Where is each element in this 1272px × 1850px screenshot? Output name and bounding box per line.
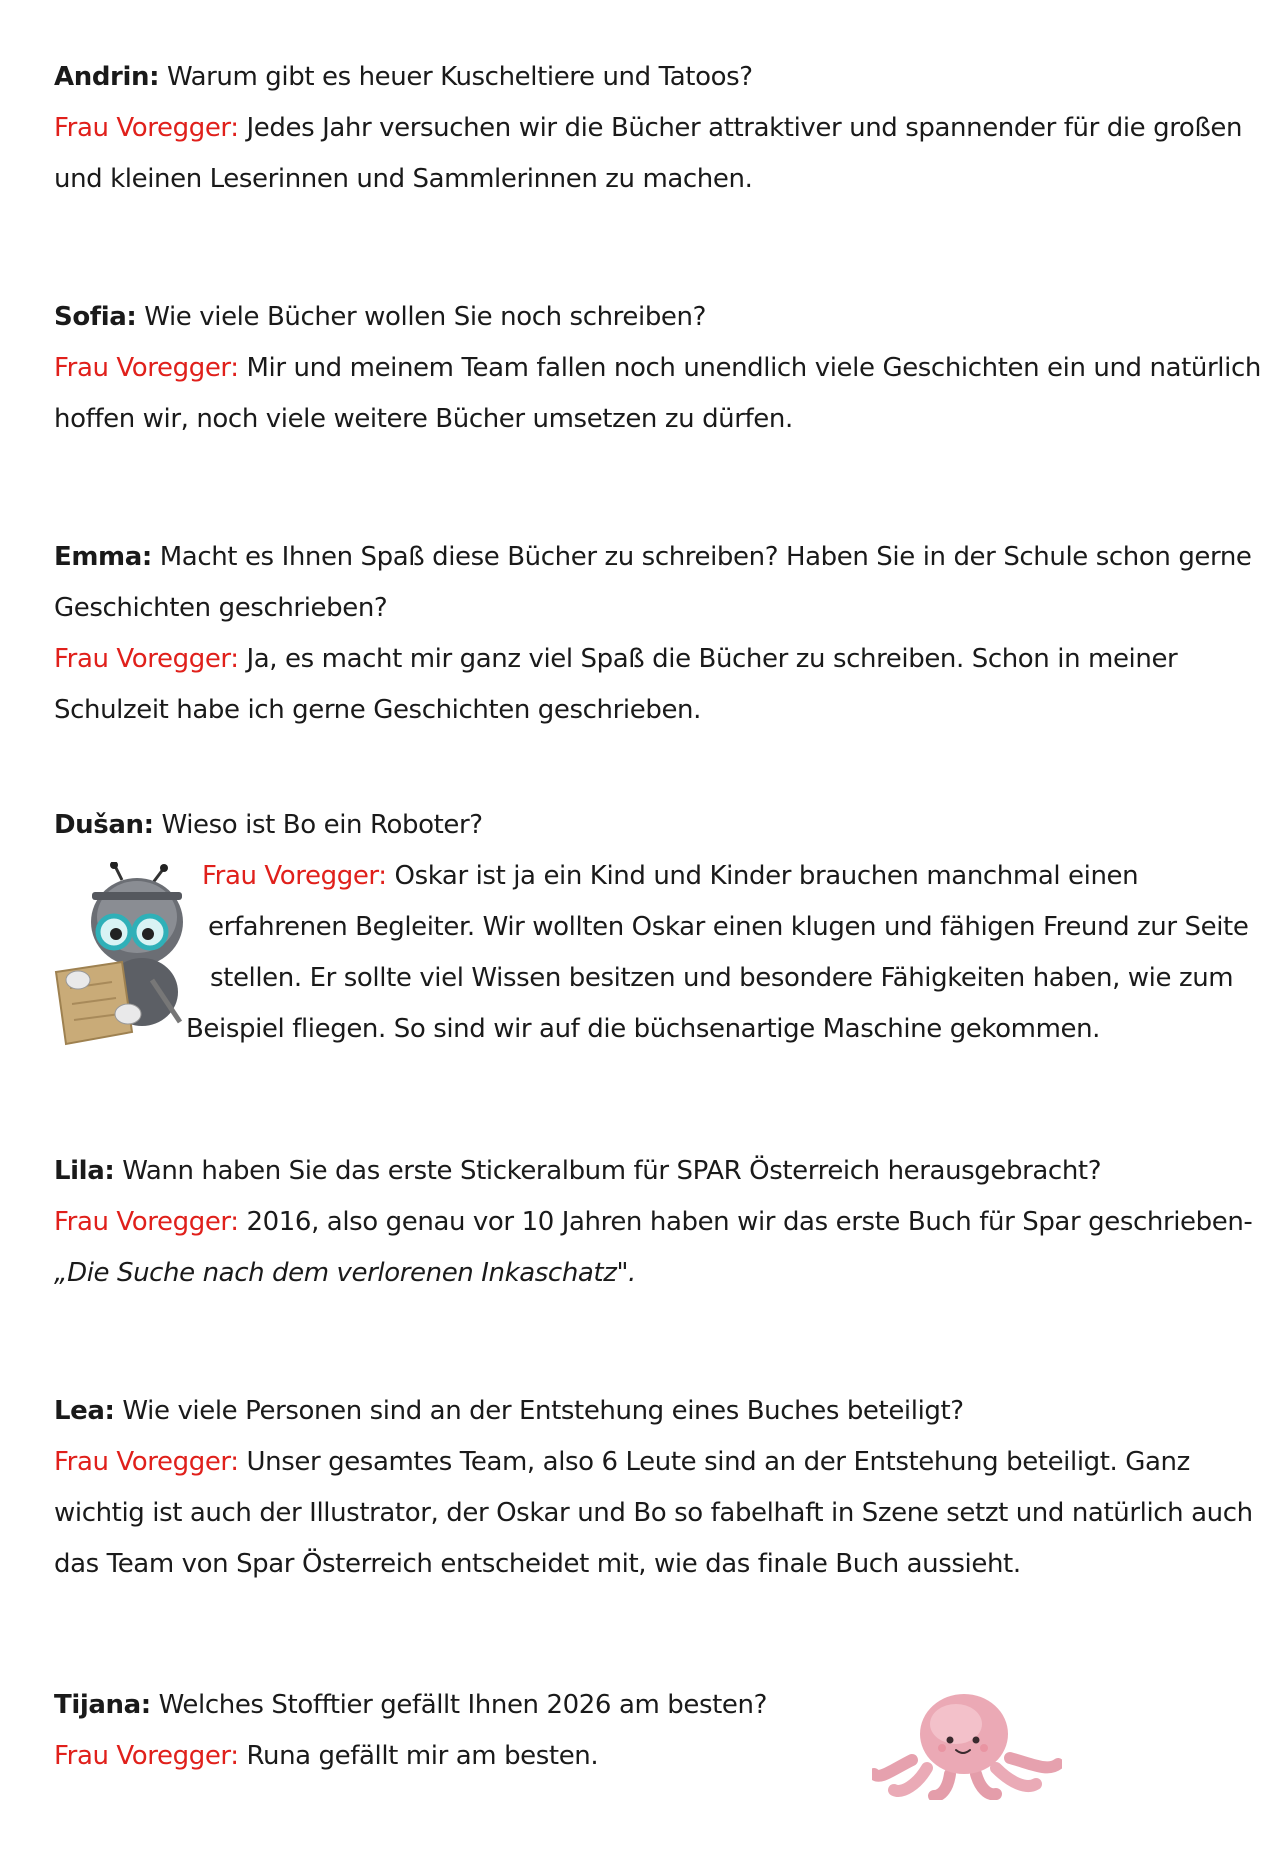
- qa-block-emma: [54, 532, 1252, 736]
- question-line: [54, 800, 1224, 851]
- qa-block-sofia: [54, 292, 1261, 445]
- qa-block-lea: [54, 1386, 1253, 1590]
- answer-line: [54, 343, 1261, 394]
- answer-line: [54, 103, 1243, 154]
- answer-line: [54, 1197, 1253, 1248]
- question-line: Geschichten geschrieben?: [54, 593, 388, 623]
- answer-line: wichtig ist auch der Illustrator, der Oskar und Bo so fabelhaft in Szene setzt und natürlich auch: [54, 1498, 1253, 1528]
- question-name: Emma:: [54, 542, 152, 572]
- question-text: Wie viele Bücher wollen Sie noch schreiben?: [144, 302, 706, 332]
- question-line: [54, 292, 1224, 343]
- answer-name: Frau Voregger:: [54, 353, 239, 383]
- question-line: [54, 1146, 1224, 1197]
- answer-text: Mir und meinem Team fallen noch unendlich viele Geschichten ein und natürlich: [246, 353, 1261, 383]
- answer-line: Schulzeit habe ich gerne Geschichten geschrieben.: [54, 695, 701, 725]
- question-text: Wie viele Personen sind an der Entstehung eines Buches beteiligt?: [122, 1396, 964, 1426]
- question-name: Lea:: [54, 1396, 115, 1426]
- answer-line: hoffen wir, noch viele weitere Bücher umsetzen zu dürfen.: [54, 404, 793, 434]
- answer-line: [54, 851, 1224, 902]
- answer-line: Beispiel fliegen. So sind wir auf die büchsenartige Maschine gekommen.: [186, 1014, 1101, 1044]
- book-title: „Die Suche nach dem verlorenen Inkaschatz".: [54, 1258, 636, 1288]
- answer-text: Unser gesamtes Team, also 6 Leute sind an der Entstehung beteiligt. Ganz: [246, 1447, 1190, 1477]
- robot-bo-icon: [52, 862, 192, 1052]
- answer-text: Ja, es macht mir ganz viel Spaß die Bücher zu schreiben. Schon in meiner: [246, 644, 1178, 674]
- answer-text: Oskar ist ja ein Kind und Kinder brauchen manchmal einen: [394, 861, 1139, 891]
- answer-text: Runa gefällt mir am besten.: [246, 1741, 599, 1771]
- answer-line: und kleinen Leserinnen und Sammlerinnen zu machen.: [54, 164, 753, 194]
- answer-name: Frau Voregger:: [54, 1207, 239, 1237]
- question-line: [54, 532, 1252, 583]
- question-text: Wieso ist Bo ein Roboter?: [161, 810, 483, 840]
- qa-block-andrin: [54, 52, 1243, 205]
- answer-name: Frau Voregger:: [54, 113, 239, 143]
- question-name: Andrin:: [54, 62, 160, 92]
- answer-name: Frau Voregger:: [54, 1447, 239, 1477]
- answer-line: erfahrenen Begleiter. Wir wollten Oskar einen klugen und fähigen Freund zur Seite: [208, 912, 1249, 942]
- answer-name: Frau Voregger:: [54, 1741, 239, 1771]
- answer-line: [54, 1437, 1224, 1488]
- qa-block-dusan: [54, 800, 1249, 1055]
- question-line: [54, 1386, 1224, 1437]
- question-text: Warum gibt es heuer Kuscheltiere und Tatoos?: [166, 62, 753, 92]
- question-text: Wann haben Sie das erste Stickeralbum für SPAR Österreich herausgebracht?: [122, 1156, 1102, 1186]
- question-name: Tijana:: [54, 1690, 151, 1720]
- answer-name: Frau Voregger:: [202, 861, 387, 891]
- question-line: [54, 52, 1224, 103]
- question-text: Welches Stofftier gefällt Ihnen 2026 am besten?: [158, 1690, 767, 1720]
- answer-text: 2016, also genau vor 10 Jahren haben wir das erste Buch für Spar geschrieben-: [246, 1207, 1253, 1237]
- answer-name: Frau Voregger:: [54, 644, 239, 674]
- question-text: Macht es Ihnen Spaß diese Bücher zu schreiben? Haben Sie in der Schule schon gerne: [159, 542, 1252, 572]
- answer-line: stellen. Er sollte viel Wissen besitzen und besondere Fähigkeiten haben, wie zum: [210, 963, 1234, 993]
- answer-line: [54, 634, 1224, 685]
- question-name: Sofia:: [54, 302, 137, 332]
- octopus-plush-icon: [872, 1690, 1062, 1800]
- question-name: Dušan:: [54, 810, 154, 840]
- qa-block-lila: [54, 1146, 1253, 1299]
- answer-text: Jedes Jahr versuchen wir die Bücher attraktiver und spannender für die großen: [246, 113, 1243, 143]
- answer-line: das Team von Spar Österreich entscheidet mit, wie das finale Buch aussieht.: [54, 1549, 1021, 1579]
- question-name: Lila:: [54, 1156, 115, 1186]
